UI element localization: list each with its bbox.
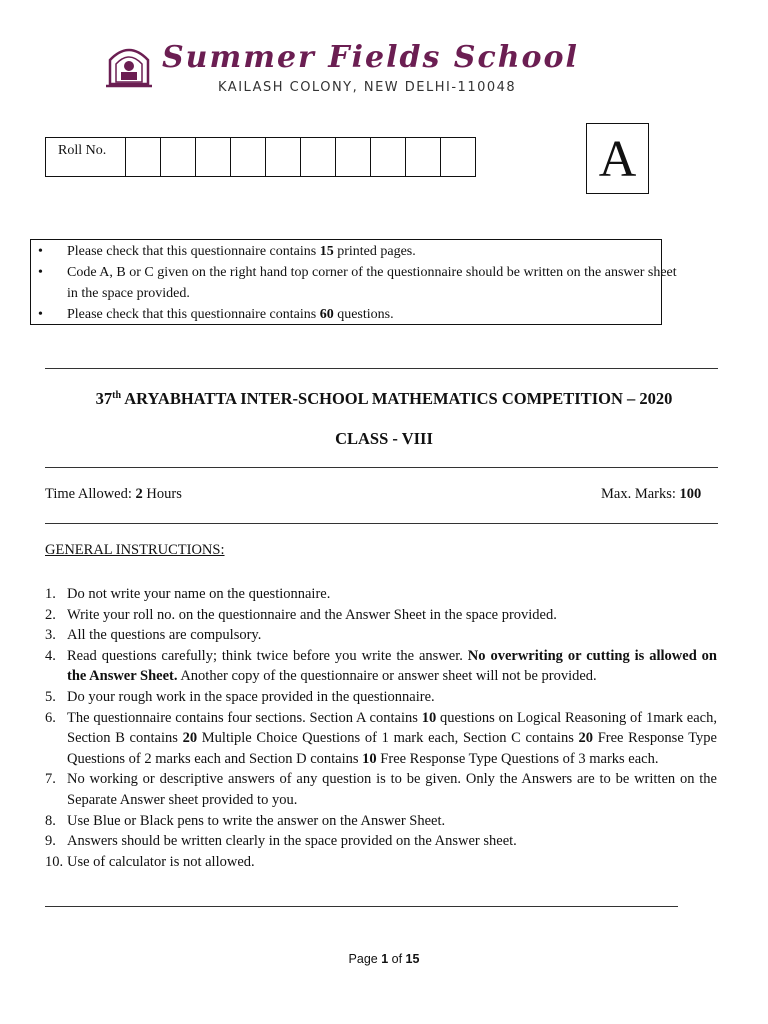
competition-title: 37th ARYABHATTA INTER-SCHOOL MATHEMATICS COMPETITION – 2020 <box>95 389 673 408</box>
divider <box>45 467 718 468</box>
roll-number-box[interactable] <box>441 138 476 177</box>
roll-number-label: Roll No. <box>46 138 126 177</box>
time-allowed: Time Allowed: 2 Hours <box>45 486 182 502</box>
roll-number-box[interactable] <box>126 138 161 177</box>
list-item: 8. Use Blue or Black pens to write the answer on the Answer Sheet. <box>45 812 446 829</box>
roll-number-box[interactable] <box>336 138 371 177</box>
divider <box>45 523 718 524</box>
bullet-icon: • <box>38 265 43 280</box>
list-item: 3. All the questions are compulsory. <box>45 627 262 644</box>
list-item: 7. No working or descriptive answers of any question is to be given. Only the Answers are to be written on the Separate Answer sheet provided to you. <box>45 771 717 808</box>
list-item: 4. Read questions carefully; think twice before you write the answer. No overwriting or cutting is allowed on the Answer Sheet. Another copy of the questionnaire or answer sheet will not be provided. <box>45 647 718 685</box>
list-item: 5. Do your rough work in the space provided in the questionnaire. <box>45 688 435 705</box>
notice-item: • Please check that this questionnaire contains 15 printed pages. <box>67 241 687 262</box>
notice-box <box>30 239 677 325</box>
page-number: Page 1 of 15 <box>348 952 420 966</box>
school-crest-logo <box>104 44 154 90</box>
divider <box>45 368 718 369</box>
list-item: 6. The questionnaire contains four sections. Section A contains 10 questions on Logical Reasoning of 1mark each, Section B contains 20 Multiple Choice Questions of 1 mark each, Section C contains 20 Free Response Type Questions of 2 marks each and Section D contains 10 Free Response Type Questions of 3 marks each. <box>45 709 717 767</box>
roll-number-box[interactable] <box>231 138 266 177</box>
notice-item: • Please check that this questionnaire contains 60 questions. <box>67 304 687 325</box>
roll-number-box[interactable] <box>161 138 196 177</box>
school-address: KAILASH COLONY, NEW DELHI-110048 <box>218 80 517 95</box>
roll-number-grid <box>45 137 476 177</box>
roll-number-box[interactable] <box>371 138 406 177</box>
roll-number-box[interactable] <box>266 138 301 177</box>
bullet-icon: • <box>38 244 43 259</box>
notice-item: • Code A, B or C given on the right hand top corner of the questionnaire should be written on the answer sheet in the space provided. <box>67 262 687 304</box>
class-title: CLASS - VIII <box>335 429 433 448</box>
bullet-icon: • <box>38 307 43 322</box>
questionnaire-code-box: A <box>586 123 649 194</box>
roll-number-box[interactable] <box>406 138 441 177</box>
school-name: Summer Fields School <box>162 40 579 75</box>
divider <box>45 906 678 907</box>
list-item: 2. Write your roll no. on the questionnaire and the Answer Sheet in the space provided. <box>45 606 557 623</box>
list-item: 9. Answers should be written clearly in the space provided on the Answer sheet. <box>45 833 517 850</box>
list-item: 1. Do not write your name on the questionnaire. <box>45 586 331 602</box>
list-item: 10. Use of calculator is not allowed. <box>45 853 255 870</box>
max-marks: Max. Marks: 100 <box>601 486 702 502</box>
roll-number-box[interactable] <box>301 138 336 177</box>
instructions-list <box>45 584 717 872</box>
general-instructions-heading: GENERAL INSTRUCTIONS: <box>45 542 225 558</box>
roll-number-box[interactable] <box>196 138 231 177</box>
